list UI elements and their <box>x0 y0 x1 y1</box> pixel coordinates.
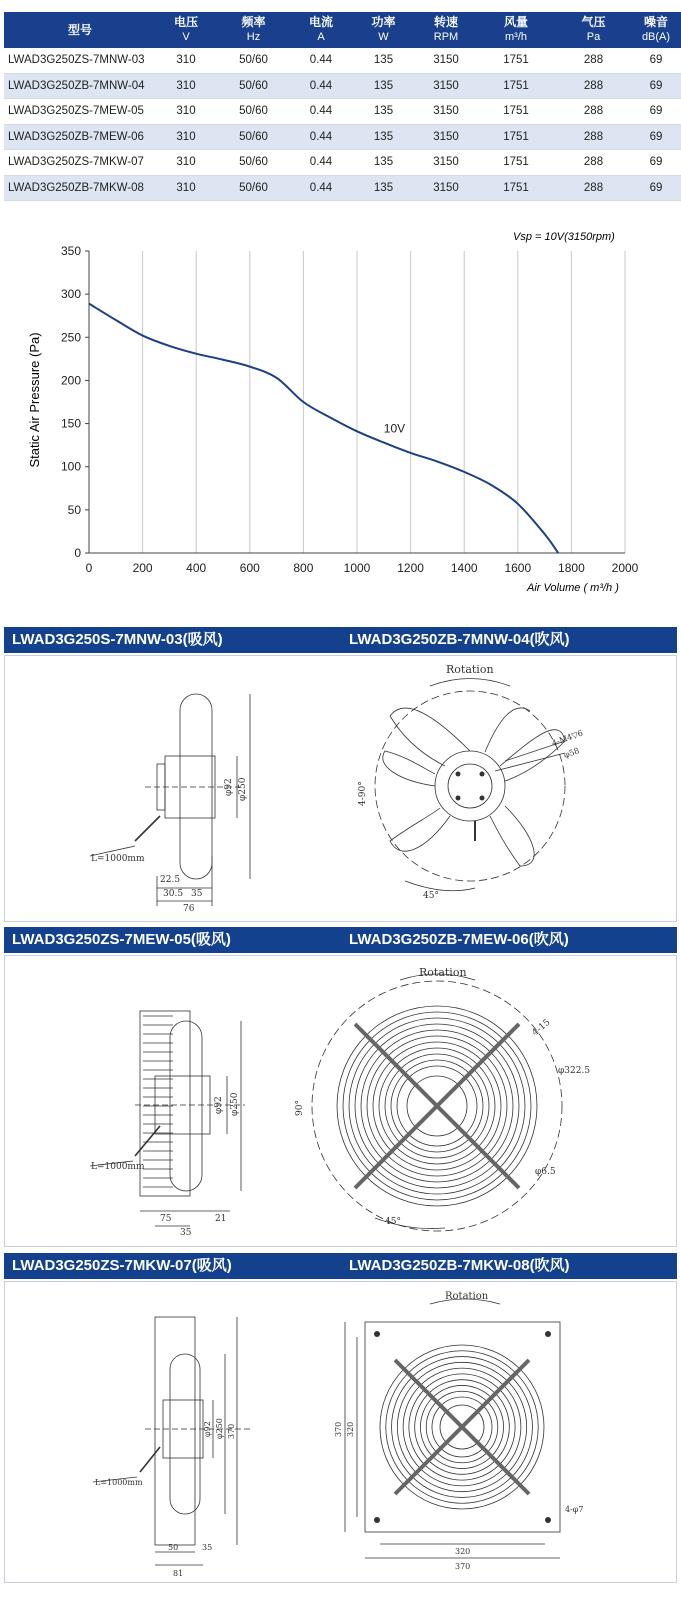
table-row <box>4 73 681 99</box>
bolt-spec-label: 4-M4▽6 <box>550 728 585 748</box>
x-tick-label: 1600 <box>504 561 532 575</box>
dim-a-label: 22.5 <box>160 875 181 885</box>
guard-frame <box>140 1011 190 1196</box>
cell-model: LWAD3G250ZS-7MNW-03 <box>4 48 156 73</box>
drawing-panel-mkw <box>4 1281 677 1583</box>
table-cell: 69 <box>631 150 681 176</box>
col-model: 型号 <box>4 12 156 48</box>
blade-shape <box>383 751 435 786</box>
table-cell: 0.44 <box>291 48 351 73</box>
blade-shape <box>490 806 534 866</box>
bottom-a-label: 320 <box>455 1547 471 1556</box>
y-tick-label: 350 <box>60 244 81 258</box>
table-cell: 69 <box>631 124 681 150</box>
side-b-label: 320 <box>346 1421 355 1437</box>
table-cell: 0.44 <box>291 124 351 150</box>
technical-drawing-mew <box>5 956 676 1246</box>
drawing-panel-mew <box>4 955 677 1247</box>
table-cell: 310 <box>156 48 216 73</box>
pcd-leader <box>495 753 565 771</box>
table-cell: 0.44 <box>291 73 351 99</box>
dim-a-label: 75 <box>160 1214 172 1224</box>
section-title-blowing: LWAD3G250ZB-7MEW-06(吹风) <box>349 931 569 948</box>
guard-ribs <box>143 1016 173 1187</box>
frame-size-label: 370 <box>227 1423 236 1439</box>
drawing-panel-mnw <box>4 655 677 922</box>
inner-diameter-label: φ92 <box>203 1421 212 1437</box>
inner-diameter-label: φ92 <box>214 1096 224 1114</box>
mount-hole <box>545 1331 551 1337</box>
angle2-label: 45° <box>423 891 439 901</box>
table-cell: 288 <box>556 150 631 176</box>
fan-blade-outline <box>180 694 212 879</box>
table-cell: 3150 <box>416 124 476 150</box>
y-tick-label: 150 <box>60 416 81 431</box>
bolt-hole <box>456 796 461 801</box>
x-tick-label: 0 <box>85 561 93 575</box>
table-cell: 50/60 <box>216 99 291 125</box>
cable-length-label: L=1000mm <box>95 1478 143 1487</box>
table-cell: 310 <box>156 99 216 125</box>
cell-model: LWAD3G250ZB-7MKW-08 <box>4 175 156 201</box>
series-label: 10V <box>383 421 406 436</box>
cable-icon <box>140 1447 160 1472</box>
y-tick-label: 100 <box>60 459 81 474</box>
pcd-label: φ58 <box>562 746 581 760</box>
hub-inner <box>448 764 492 808</box>
table-cell: 1751 <box>476 175 556 201</box>
dim-total-label: 76 <box>183 904 195 914</box>
table-row <box>4 124 681 150</box>
x-tick-label: 1800 <box>558 561 585 575</box>
table-cell: 0.44 <box>291 150 351 176</box>
performance-chart <box>0 205 681 615</box>
table-cell: 288 <box>556 48 631 73</box>
y-tick-label: 250 <box>60 330 81 345</box>
x-tick-label: 600 <box>239 561 260 575</box>
cell-model: LWAD3G250ZS-7MEW-05 <box>4 99 156 125</box>
table-cell: 1751 <box>476 124 556 150</box>
y-tick-label: 300 <box>60 287 81 302</box>
x-tick-label: 800 <box>293 561 314 575</box>
table-cell: 50/60 <box>216 150 291 176</box>
table-row <box>4 99 681 125</box>
outer-diameter-label: φ250 <box>230 1092 240 1116</box>
section-banner-mnw <box>4 627 677 653</box>
angle-arc <box>405 881 475 891</box>
y-tick-label: 50 <box>67 502 81 517</box>
x-tick-label: 1000 <box>343 561 371 575</box>
table-cell: 50/60 <box>216 175 291 201</box>
table-cell: 3150 <box>416 73 476 99</box>
x-tick-label: 1200 <box>397 561 424 575</box>
section-title-blowing: LWAD3G250ZB-7MKW-08(吹风) <box>349 1257 570 1274</box>
chart-xlabel: Air Volume ( m³/h ) <box>527 582 619 594</box>
guard-diameter-label: φ322.5 <box>558 1066 591 1076</box>
table-cell: 0.44 <box>291 175 351 201</box>
angle2-label: 45° <box>385 1217 401 1227</box>
table-cell: 69 <box>631 99 681 125</box>
table-cell: 0.44 <box>291 99 351 125</box>
table-cell: 310 <box>156 150 216 176</box>
cell-model: LWAD3G250ZS-7MKW-07 <box>4 150 156 176</box>
table-cell: 135 <box>351 175 416 201</box>
fan-blade-outline <box>170 1021 202 1191</box>
front-view <box>375 679 565 891</box>
cable-icon <box>135 1126 160 1156</box>
mount-hole <box>374 1331 380 1337</box>
col-speed: 转速 RPM <box>416 12 476 48</box>
section-title-blowing: LWAD3G250ZB-7MNW-04(吹风) <box>349 631 570 648</box>
bolt-hole <box>480 796 485 801</box>
section-title-suction: LWAD3G250ZS-7MKW-07(吸风) <box>12 1257 232 1274</box>
x-tick-label: 1400 <box>450 561 478 575</box>
cable-icon <box>135 816 160 841</box>
table-cell: 288 <box>556 73 631 99</box>
table-cell: 135 <box>351 99 416 125</box>
table-row <box>4 150 681 176</box>
outer-diameter-label: φ250 <box>238 777 248 801</box>
y-tick-label: 200 <box>60 373 81 388</box>
side-view <box>90 1011 245 1226</box>
mount-hole <box>374 1517 380 1523</box>
table-cell: 310 <box>156 175 216 201</box>
blade-circle <box>375 691 565 881</box>
bottom-b-label: 370 <box>455 1562 471 1571</box>
blade-angle-label: 4-90° <box>358 781 368 806</box>
x-tick-label: 200 <box>132 561 153 575</box>
y-tick-label: 0 <box>74 546 81 560</box>
table-cell: 69 <box>631 73 681 99</box>
x-tick-label: 400 <box>186 561 207 575</box>
table-cell: 288 <box>556 175 631 201</box>
col-current: 电流 A <box>291 12 351 48</box>
rotation-label: Rotation <box>446 663 494 676</box>
chart-series <box>89 304 558 553</box>
chart-tick-labels <box>61 244 639 575</box>
table-cell: 69 <box>631 175 681 201</box>
blade-shape <box>390 808 450 851</box>
table-cell: 1751 <box>476 150 556 176</box>
dim-c-label: 35 <box>191 889 203 899</box>
spec-table <box>4 12 681 201</box>
table-cell: 135 <box>351 48 416 73</box>
table-cell: 50/60 <box>216 73 291 99</box>
dim-a-label: 50 <box>168 1543 179 1552</box>
technical-drawing-mnw <box>5 656 676 921</box>
section-title-suction: LWAD3G250S-7MNW-03(吸风) <box>12 631 223 648</box>
cable-length-label: L=1000mm <box>91 854 145 864</box>
holes-label: 4-φ7 <box>565 1505 584 1514</box>
section-title-suction: LWAD3G250ZS-7MEW-05(吸风) <box>12 931 231 948</box>
table-cell: 3150 <box>416 99 476 125</box>
blade-shape <box>485 708 530 752</box>
table-cell: 69 <box>631 48 681 73</box>
x-tick-label: 2000 <box>611 561 639 575</box>
chart-ylabel: Static Air Pressure (Pa) <box>27 332 42 468</box>
side-view <box>93 1317 250 1565</box>
front-view <box>312 974 562 1231</box>
table-cell: 3150 <box>416 48 476 73</box>
table-cell: 288 <box>556 124 631 150</box>
table-cell: 1751 <box>476 48 556 73</box>
bolt-hole <box>456 772 461 777</box>
rotation-label: Rotation <box>445 1291 489 1302</box>
bolt-hole <box>480 772 485 777</box>
side-a-label: 370 <box>334 1421 343 1437</box>
dim-b-label: 30.5 <box>163 889 184 899</box>
holes-label: 4-15 <box>530 1017 553 1039</box>
series-line-10v <box>89 304 558 553</box>
col-power: 功率 W <box>351 12 416 48</box>
table-cell: 1751 <box>476 99 556 125</box>
table-cell: 50/60 <box>216 48 291 73</box>
col-frequency: 频率 Hz <box>216 12 291 48</box>
table-row <box>4 48 681 73</box>
section-banner-mew <box>4 927 677 953</box>
spec-header-row <box>4 12 681 48</box>
table-cell: 135 <box>351 150 416 176</box>
angle-label: 90° <box>295 1100 305 1116</box>
dim-c-label: 21 <box>215 1214 227 1224</box>
col-noise: 噪音 dB(A) <box>631 12 681 48</box>
table-cell: 135 <box>351 73 416 99</box>
col-pressure: 气压 Pa <box>556 12 631 48</box>
col-airflow: 风量 m³/h <box>476 12 556 48</box>
dim-b-label: 35 <box>180 1228 192 1238</box>
chart-axes <box>85 251 625 553</box>
hub-outline <box>435 751 505 821</box>
technical-drawing-mkw <box>5 1282 676 1582</box>
table-cell: 310 <box>156 124 216 150</box>
table-cell: 288 <box>556 99 631 125</box>
rotation-label: Rotation <box>419 966 467 979</box>
table-cell: 3150 <box>416 150 476 176</box>
cable-length-label: L=1000mm <box>91 1162 145 1172</box>
col-voltage: 电压 V <box>156 12 216 48</box>
cell-model: LWAD3G250ZB-7MEW-06 <box>4 124 156 150</box>
fan-blade-outline <box>170 1354 200 1514</box>
square-frame-side <box>155 1317 195 1545</box>
dim-b-label: 35 <box>202 1543 213 1552</box>
table-row <box>4 175 681 201</box>
table-cell: 135 <box>351 124 416 150</box>
inner-diameter-label: φ92 <box>224 778 234 796</box>
cell-model: LWAD3G250ZB-7MNW-04 <box>4 73 156 99</box>
outer-diameter-label: φ250 <box>215 1418 224 1439</box>
table-cell: 1751 <box>476 73 556 99</box>
dim-c-label: 81 <box>173 1569 184 1578</box>
table-cell: 310 <box>156 73 216 99</box>
hole-diameter-label: φ6.5 <box>535 1167 556 1177</box>
table-cell: 3150 <box>416 175 476 201</box>
table-cell: 50/60 <box>216 124 291 150</box>
rotation-arrow <box>430 679 510 687</box>
chart-grid <box>143 251 625 553</box>
mount-hole <box>545 1517 551 1523</box>
section-banner-mkw <box>4 1253 677 1279</box>
chart-title: Vsp = 10V(3150rpm) <box>513 231 615 243</box>
